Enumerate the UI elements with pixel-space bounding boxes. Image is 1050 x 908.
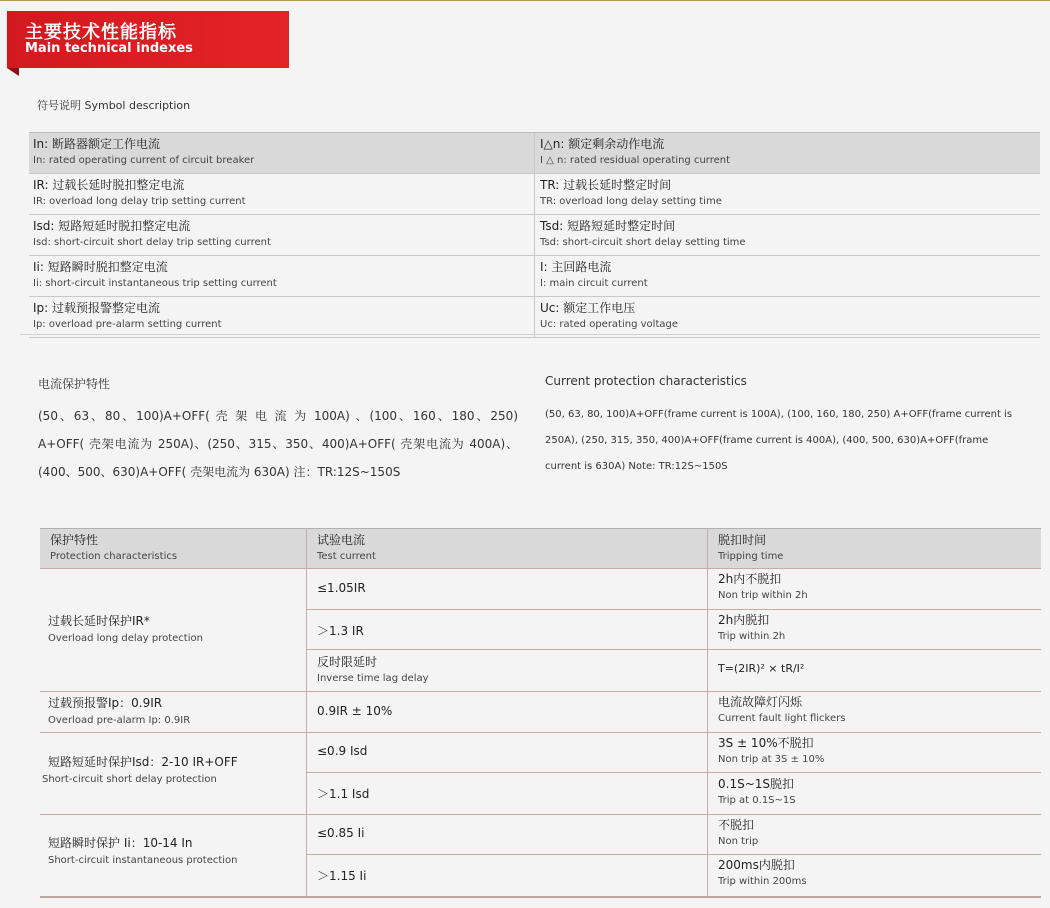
symbol-cell bbox=[534, 174, 1039, 214]
current-protection-body-en: (50, 63, 80, 100)A+OFF(frame current is 100A), (100, 160, 180, 250) A+OFF(frame current is 250A), (250, 315, 350, 400)A+OFF(frame current is 400A), (400, 500, 630)A+OFF(frame current is 630A) Note: TR:12S~150S bbox=[545, 409, 1013, 472]
symbol-cn: I: 主回路电流 bbox=[540, 260, 612, 274]
header-cn: 保护特性 bbox=[50, 533, 99, 547]
symbol-cn: I△n: 额定剩余动作电流 bbox=[540, 137, 665, 151]
row-divider bbox=[306, 649, 1041, 650]
trip-time bbox=[718, 775, 796, 809]
symbol-en: Isd: short-circuit short delay trip setting current bbox=[33, 237, 271, 248]
column-divider bbox=[306, 528, 307, 896]
symbol-row bbox=[29, 256, 1040, 297]
test-current-cn: 反时限延时 bbox=[317, 655, 378, 669]
trip-time-cn: 2h内不脱扣 bbox=[718, 572, 782, 586]
trip-time-en: Non trip within 2h bbox=[718, 590, 808, 601]
trip-time bbox=[718, 816, 758, 850]
trip-time bbox=[718, 570, 808, 604]
row-divider bbox=[306, 772, 1041, 773]
row-divider bbox=[40, 691, 1041, 692]
trip-time-en: Trip within 200ms bbox=[718, 876, 807, 887]
symbol-cell bbox=[29, 215, 534, 255]
trip-time bbox=[718, 734, 824, 768]
group-en: Overload long delay protection bbox=[48, 633, 203, 644]
protection-table bbox=[40, 528, 1041, 896]
current-protection-title-en: Current protection characteristics bbox=[545, 374, 747, 388]
trip-time-cn: 电流故障灯闪烁 bbox=[718, 695, 803, 709]
current-protection-body-cn: (50、63、80、100)A+OFF( 壳 架 电 流 为 100A) 、(100、160、180、250) A+OFF( 壳架电流为 250A)、(250、315、350、400)A+OFF( 壳架电流为 400A)、(400、500、630)A+OFF( 壳架电流为 630A) 注：TR:12S~150S bbox=[38, 409, 518, 479]
test-current: ≤0.9 Isd bbox=[317, 744, 368, 758]
row-divider bbox=[306, 609, 1041, 610]
symbol-cn: Ii: 短路瞬时脱扣整定电流 bbox=[33, 260, 168, 274]
group-en: Overload pre-alarm Ip: 0.9IR bbox=[48, 715, 191, 726]
title-en: Main technical indexes bbox=[25, 41, 193, 56]
symbol-cell bbox=[534, 133, 1039, 173]
row-divider bbox=[40, 814, 1041, 815]
trip-time-cn: 200ms内脱扣 bbox=[718, 858, 795, 872]
group-cn: 过载预报警Ip：0.9IR bbox=[48, 696, 163, 710]
header-cell-protection bbox=[50, 531, 177, 565]
section-divider bbox=[20, 334, 1040, 335]
trip-time bbox=[718, 856, 807, 890]
header-en: Protection characteristics bbox=[50, 551, 178, 562]
title-cn: 主要技术性能指标 bbox=[25, 22, 177, 43]
trip-time-cn: 0.1S~1S脱扣 bbox=[718, 777, 795, 791]
header-cn: 脱扣时间 bbox=[718, 533, 767, 547]
group-en: Short-circuit short delay protection bbox=[42, 774, 217, 785]
test-current: ＞1.15 Ii bbox=[317, 869, 367, 883]
header-en: Test current bbox=[317, 551, 376, 562]
header-cn: 试验电流 bbox=[317, 533, 366, 547]
row-divider bbox=[40, 568, 1041, 569]
trip-time-en: Non trip at 3S ± 10% bbox=[718, 754, 825, 765]
trip-time-formula: T=(2IR)² × tR/I² bbox=[718, 662, 805, 675]
trip-time-en: Current fault light flickers bbox=[718, 713, 846, 724]
current-protection-title-cn: 电流保护特性 bbox=[38, 377, 111, 391]
symbol-row bbox=[29, 133, 1040, 174]
group-instantaneous bbox=[48, 834, 238, 870]
trip-time-cn: 不脱扣 bbox=[718, 818, 755, 832]
symbol-en: TR: overload long delay setting time bbox=[540, 196, 722, 207]
symbol-cn: In: 断路器额定工作电流 bbox=[33, 137, 161, 151]
test-current-en: Inverse time lag delay bbox=[317, 673, 429, 684]
symbol-cn: Tsd: 短路短延时整定时间 bbox=[540, 219, 676, 233]
test-current: ≤0.85 Ii bbox=[317, 826, 365, 840]
column-divider bbox=[707, 528, 708, 896]
trip-time-en: Trip within 2h bbox=[718, 631, 786, 642]
symbol-cell bbox=[534, 256, 1039, 296]
test-current bbox=[317, 653, 429, 684]
trip-time-cn: 2h内脱扣 bbox=[718, 613, 770, 627]
symbol-row bbox=[29, 297, 1040, 338]
trip-time-en: Trip at 0.1S~1S bbox=[718, 795, 796, 806]
row-divider bbox=[40, 732, 1041, 733]
symbol-cn: IR: 过载长延时脱扣整定电流 bbox=[33, 178, 185, 192]
symbol-cn: Isd: 短路短延时脱扣整定电流 bbox=[33, 219, 191, 233]
symbol-en: Ip: overload pre-alarm setting current bbox=[33, 319, 222, 330]
trip-time bbox=[718, 611, 785, 645]
group-cn: 短路瞬时保护 Ii：10-14 In bbox=[48, 836, 193, 850]
table-header-row bbox=[40, 528, 1041, 568]
symbol-cell bbox=[29, 133, 534, 173]
group-cn: 过载长延时保护IR* bbox=[48, 614, 150, 628]
header-cell-tripping-time bbox=[718, 531, 783, 565]
symbol-en: IR: overload long delay trip setting current bbox=[33, 196, 246, 207]
symbol-cell bbox=[534, 297, 1039, 337]
symbol-cell bbox=[29, 174, 534, 214]
test-current: ≤1.05IR bbox=[317, 581, 366, 595]
test-current: ＞1.1 Isd bbox=[317, 787, 370, 801]
banner-fold bbox=[7, 68, 19, 76]
group-en: Short-circuit instantaneous protection bbox=[48, 855, 238, 866]
symbol-table bbox=[29, 132, 1040, 338]
symbol-cell bbox=[29, 256, 534, 296]
symbol-cn: Ip: 过载预报警整定电流 bbox=[33, 301, 161, 315]
trip-time-cn: 3S ± 10%不脱扣 bbox=[718, 736, 814, 750]
symbol-cell bbox=[29, 297, 534, 337]
symbol-row bbox=[29, 215, 1040, 256]
table-bottom-rule bbox=[40, 896, 1041, 898]
trip-time-en: Non trip bbox=[718, 836, 759, 847]
row-divider bbox=[306, 854, 1041, 855]
symbol-cell bbox=[534, 215, 1039, 255]
group-overload-long-delay bbox=[48, 612, 203, 648]
symbol-en: Ii: short-circuit instantaneous trip setting current bbox=[33, 278, 277, 289]
symbol-row bbox=[29, 174, 1040, 215]
group-short-delay bbox=[42, 753, 238, 789]
symbol-cn: TR: 过载长延时整定时间 bbox=[540, 178, 672, 192]
symbol-en: I: main circuit current bbox=[540, 278, 648, 289]
group-pre-alarm bbox=[48, 694, 190, 730]
header-cell-test-current bbox=[317, 531, 376, 565]
trip-time bbox=[718, 693, 845, 727]
symbol-cn: Uc: 额定工作电压 bbox=[540, 301, 636, 315]
symbol-en: Uc: rated operating voltage bbox=[540, 319, 678, 330]
symbol-en: In: rated operating current of circuit breaker bbox=[33, 155, 255, 166]
symbol-heading: 符号说明 Symbol description bbox=[37, 99, 191, 112]
test-current: 0.9IR ± 10% bbox=[317, 704, 393, 718]
symbol-en: I △ n: rated residual operating current bbox=[540, 155, 731, 166]
top-rule bbox=[0, 0, 1050, 1]
test-current: ＞1.3 IR bbox=[317, 624, 364, 638]
header-en: Tripping time bbox=[718, 551, 784, 562]
symbol-en: Tsd: short-circuit short delay setting time bbox=[540, 237, 746, 248]
group-cn: 短路短延时保护Isd：2-10 IR+OFF bbox=[48, 755, 238, 769]
